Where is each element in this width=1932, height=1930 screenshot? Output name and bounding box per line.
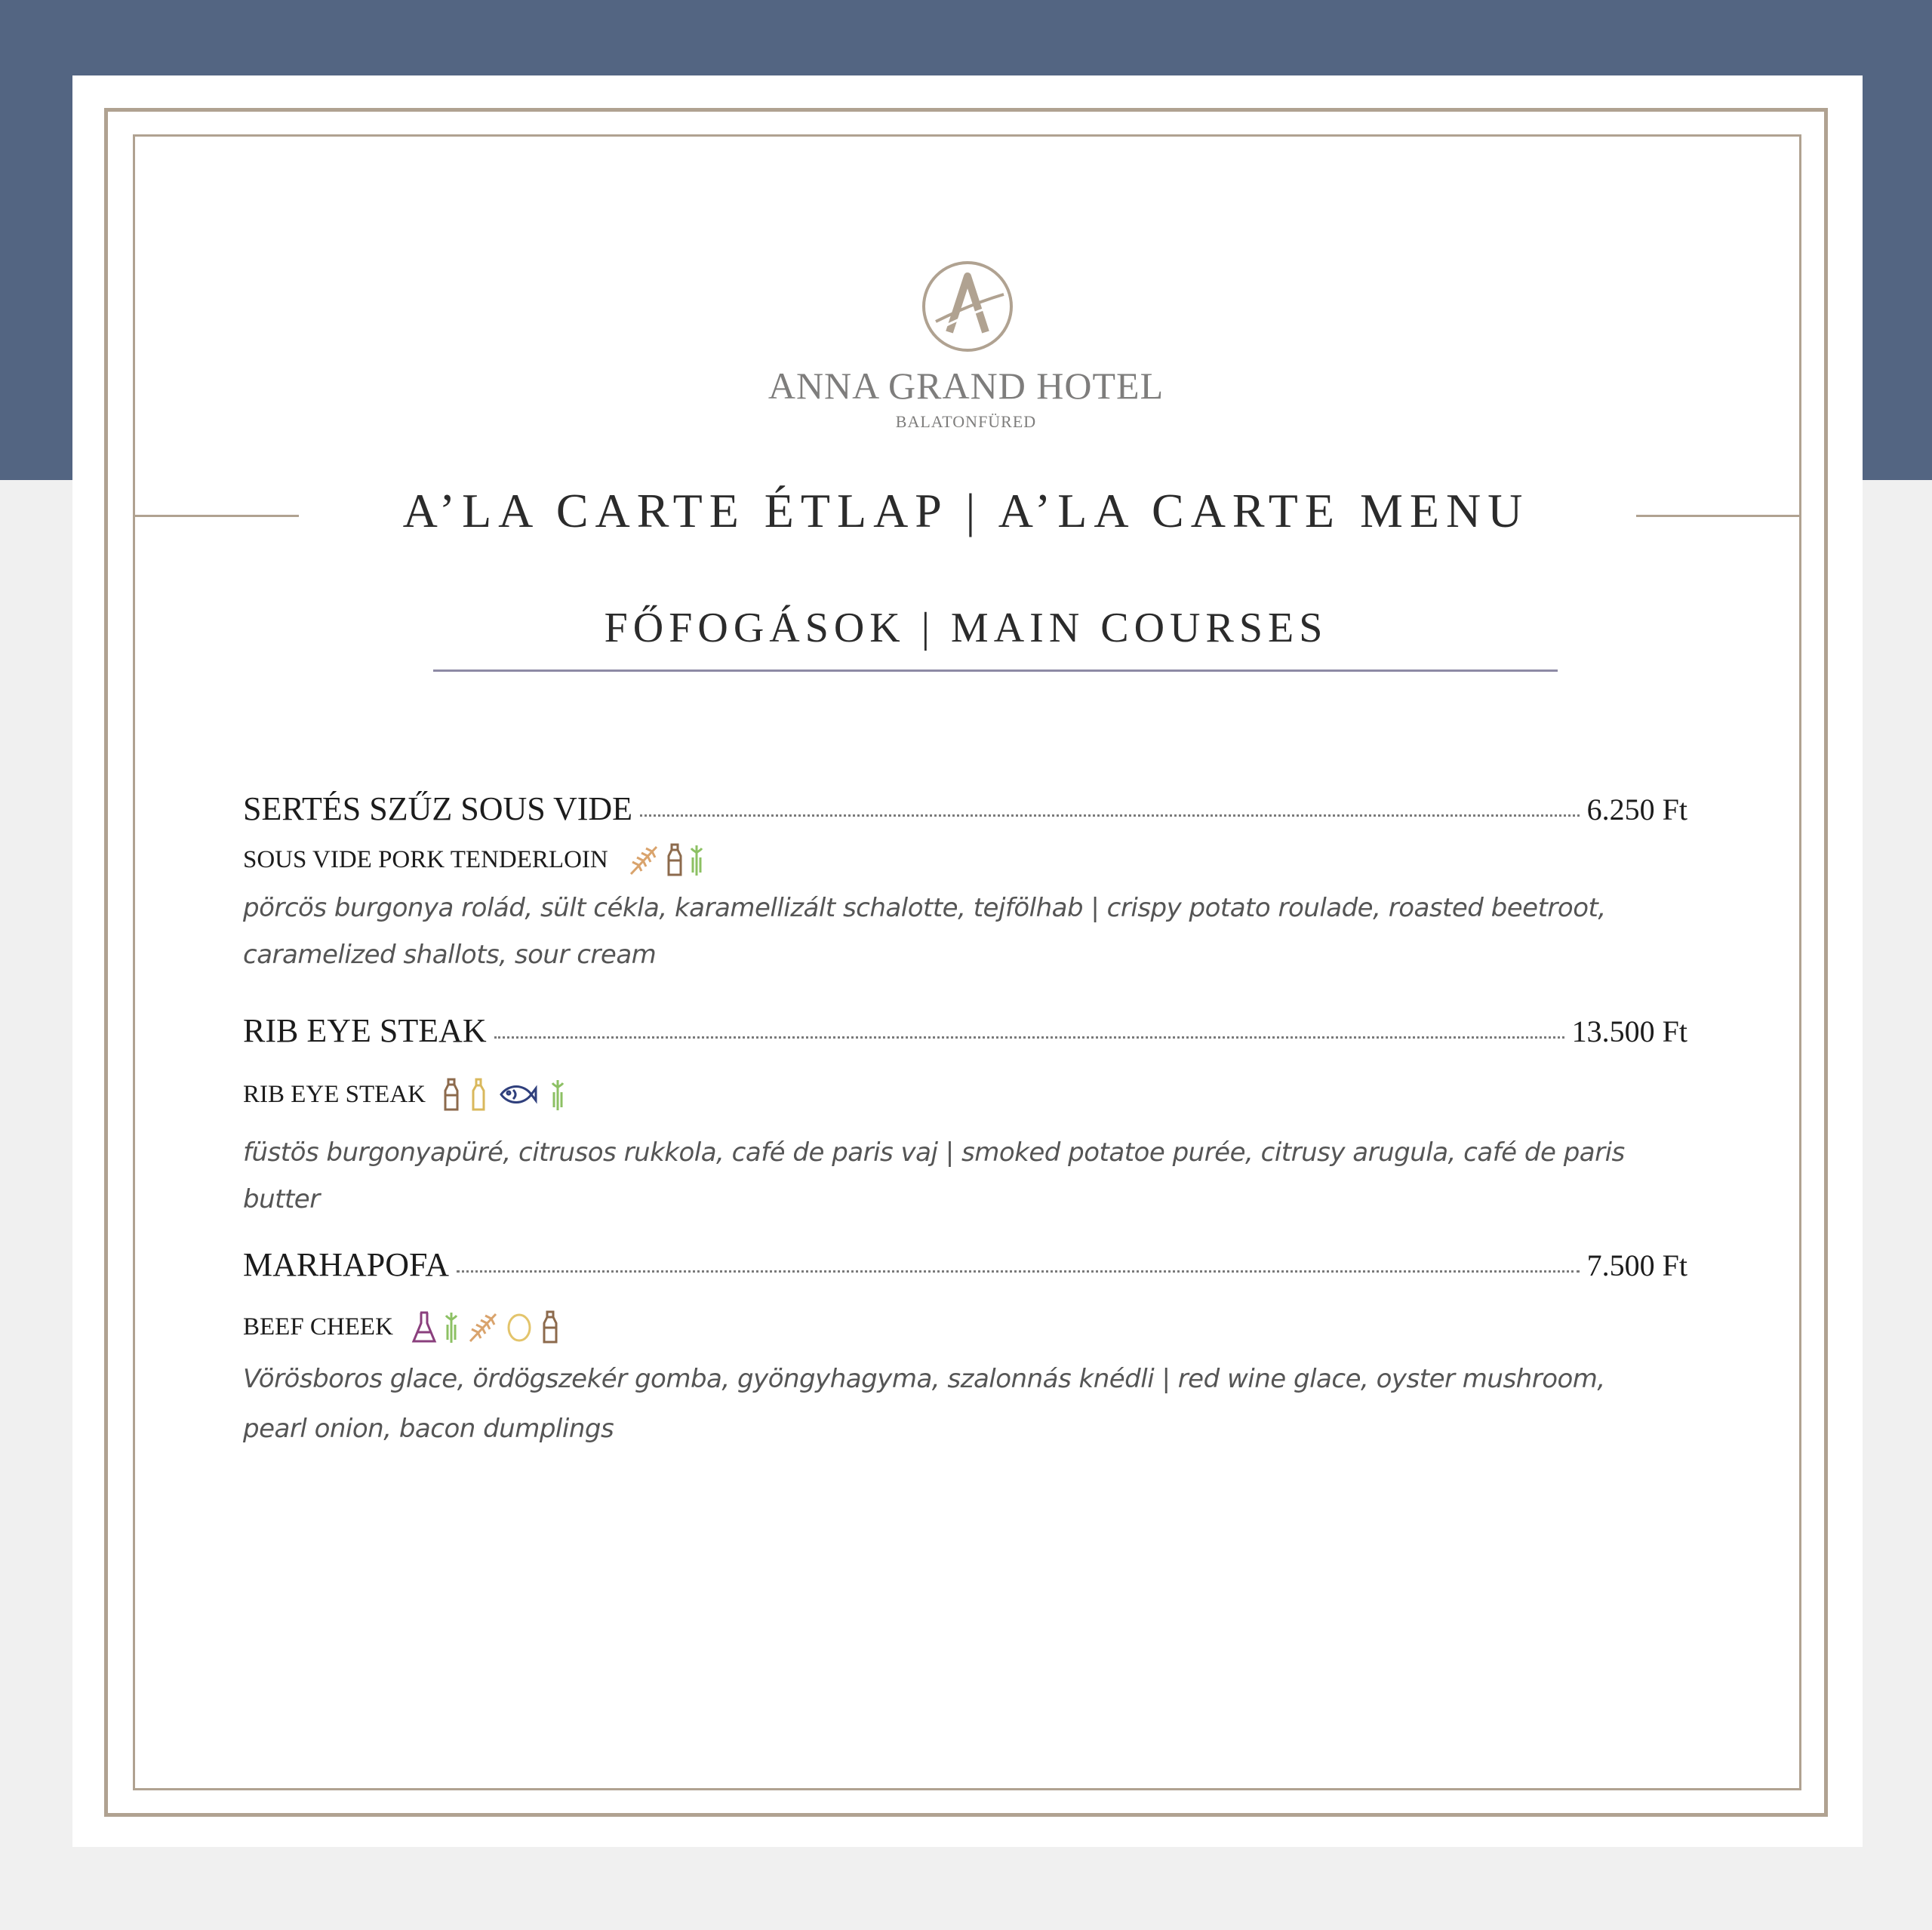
description-line: Vörösboros glace, ördögszekér gomba, gyöngyhagyma, szalonnás knédli | red wine glace, oyster mushroom, — [243, 1364, 1605, 1394]
item-name-hu: MARHAPOFA — [243, 1246, 450, 1283]
hotel-name: ANNA GRAND HOTEL — [768, 365, 1164, 407]
milk-bottle-icon — [444, 1077, 459, 1112]
menu-item-ribeye — [243, 1011, 1687, 1050]
hotel-logo — [919, 258, 1016, 355]
celery-icon — [443, 1310, 460, 1344]
menu-title: A’LA CARTE ÉTLAP | A’LA CARTE MENU — [402, 484, 1530, 537]
dot-leader — [457, 1270, 1580, 1273]
section-divider — [433, 669, 1558, 672]
description-line: pörcös burgonya rolád, sült cékla, karamellizált schalotte, tejfölhab | crispy potato roulade, roasted beetroot, — [243, 893, 1606, 923]
hotel-location: BALATONFÜRED — [895, 412, 1037, 431]
mustard-bottle-icon — [471, 1077, 486, 1112]
gluten-wheat-icon — [626, 842, 661, 877]
item-description — [243, 885, 1677, 978]
item-description — [243, 1354, 1677, 1454]
item-name-hu: SERTÉS SZŰZ SOUS VIDE — [243, 790, 633, 827]
item-description — [243, 1129, 1677, 1223]
item-name-en: SOUS VIDE PORK TENDERLOIN — [243, 845, 608, 873]
section-title: FŐFOGÁSOK | MAIN COURSES — [604, 605, 1328, 651]
menu-item-pork — [243, 790, 1687, 828]
milk-bottle-icon — [667, 842, 682, 877]
celery-icon — [549, 1077, 566, 1112]
item-price: 6.250 Ft — [1586, 793, 1687, 826]
description-line: caramelized shallots, sour cream — [243, 940, 657, 970]
item-name-en: BEEF CHEEK — [243, 1313, 393, 1341]
egg-icon — [506, 1312, 532, 1342]
item-subtitle-row — [243, 1073, 572, 1116]
description-line: pearl onion, bacon dumplings — [243, 1414, 614, 1444]
item-subtitle-row — [243, 1306, 564, 1348]
item-subtitle-row — [243, 839, 711, 881]
item-name-en: RIB EYE STEAK — [243, 1080, 426, 1108]
item-price: 13.500 Ft — [1571, 1014, 1687, 1048]
menu-item-beef-cheek — [243, 1245, 1687, 1284]
gluten-wheat-icon — [466, 1310, 500, 1344]
description-line: füstös burgonyapüré, citrusos rukkola, café de paris vaj | smoked potatoe purée, citrusy arugula, café de paris butter — [243, 1137, 1625, 1214]
sulphite-flask-icon — [411, 1310, 437, 1344]
fish-icon — [498, 1082, 537, 1107]
dot-leader — [640, 814, 1580, 817]
milk-bottle-icon — [543, 1310, 558, 1344]
item-price: 7.500 Ft — [1586, 1248, 1687, 1282]
item-name-hu: RIB EYE STEAK — [243, 1012, 487, 1049]
celery-icon — [688, 842, 705, 877]
dot-leader — [494, 1036, 1564, 1039]
